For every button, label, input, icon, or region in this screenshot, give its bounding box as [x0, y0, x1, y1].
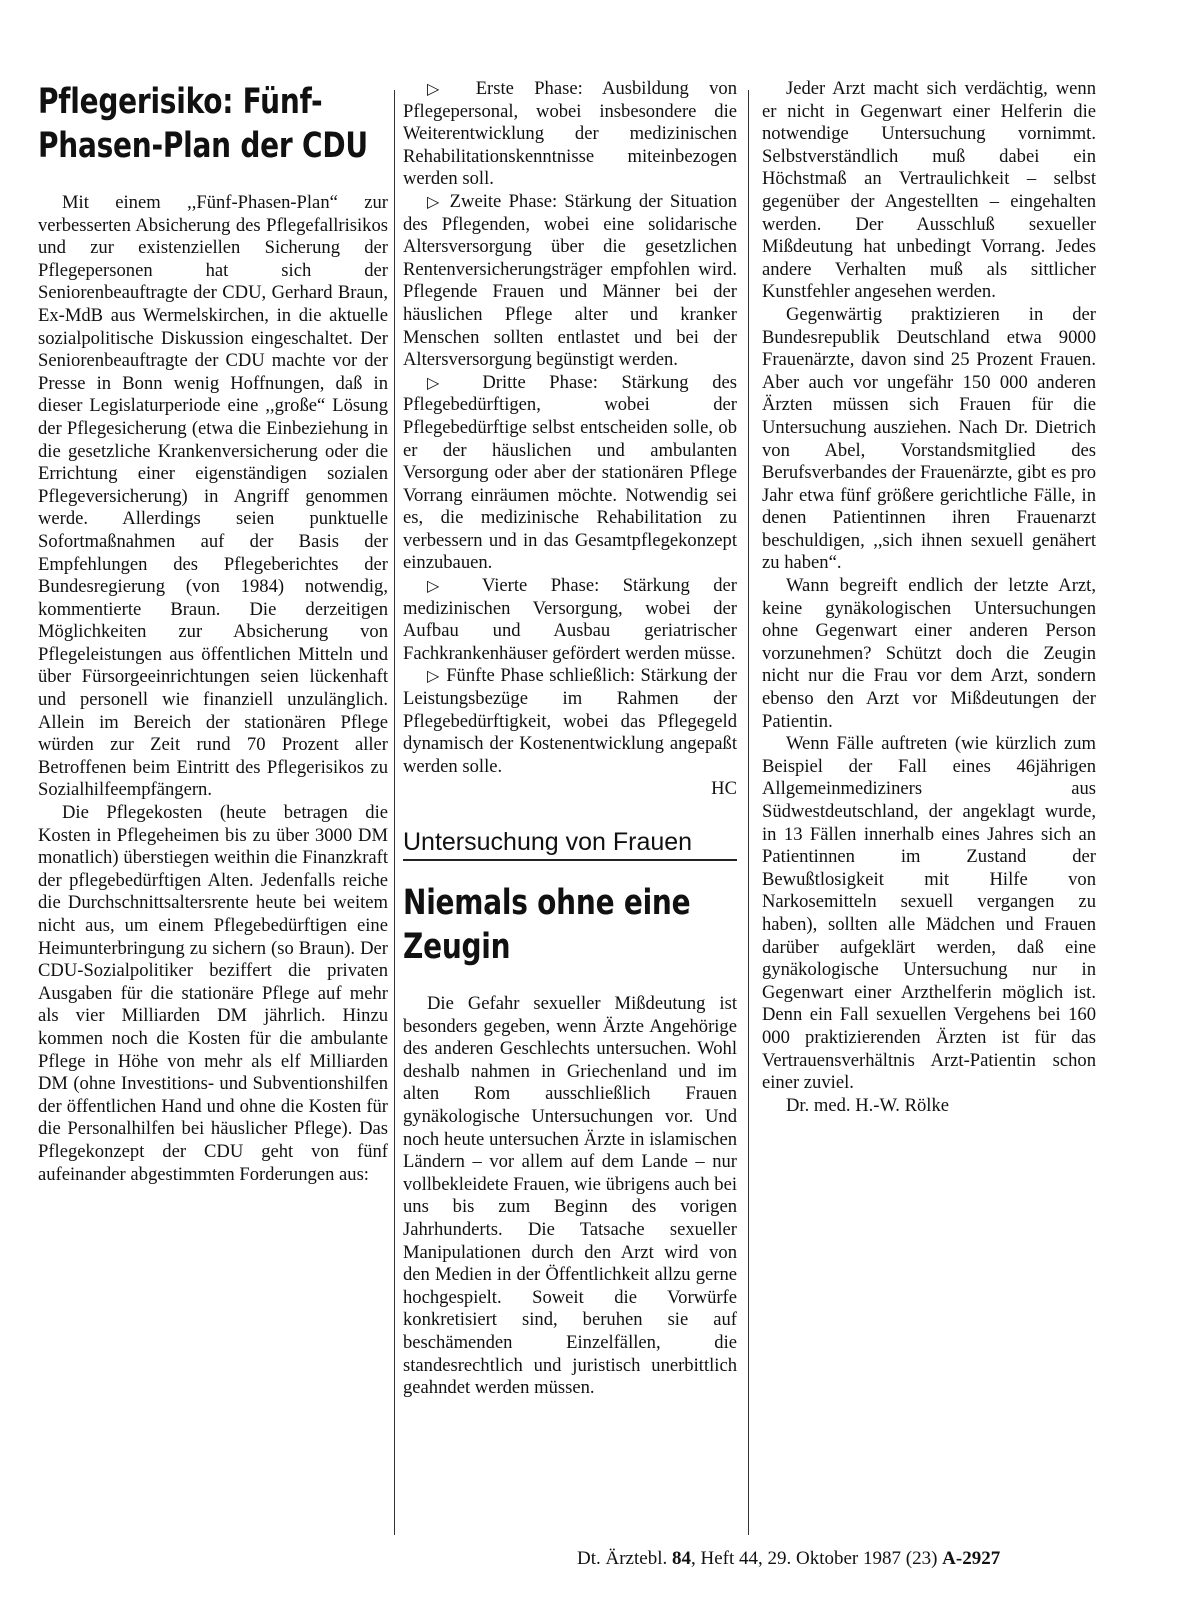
triangle-bullet-icon: ▷ [427, 666, 447, 686]
journal-name: Dt. Ärztebl. [577, 1548, 668, 1569]
page-number: A-2927 [942, 1548, 1001, 1569]
page-footer [577, 1548, 1000, 1570]
triangle-bullet-icon: ▷ [427, 576, 482, 596]
article-body [38, 192, 388, 1186]
column-rule [748, 90, 749, 1535]
article-paragraph: Jeder Arzt macht sich verdächtig, wenn er nicht in Gegenwart einer Helferin die notwendige Untersuchung vornimmt. Selbstverständlich muß dabei ein Höchstmaß an Vertraulichkeit – selbst gegenüber der Angestellten – eingehalten werden. Der Ausschluß sexueller Mißdeutung hat unbedingt Vorrang. Jedes andere Verhalten muß als sittlicher Kunstfehler angesehen werden. [762, 78, 1096, 303]
phase-item: ▷ Fünfte Phase schließlich: Stärkung der Leistungsbezüge im Rahmen der Pflegebedürftigkeit, wobei das Pflegegeld dynamisch der Kostenentwicklung angepaßt werden solle. [403, 665, 737, 777]
article-headline: Pflegerisiko: Fünf-Phasen-Plan der CDU [38, 82, 368, 166]
article-paragraph: Die Gefahr sexueller Mißdeutung ist besonders gegeben, wenn Ärzte Angehörige des anderen Geschlechts untersuchen. Wohl deshalb nahmen in Griechenland und im alten Rom ausschließlich Frauen gynäkologische Untersuchungen vor. Und noch heute untersuchen Ärzte in islamischen Ländern – vor allem auf dem Lande – nur vollbekleidete Frauen, wie übrigens auch bei uns bis zum Beginn des vorigen Jahrhunderts. Die Tatsache sexueller Manipulationen durch den Arzt wird von den Medien in der Öffentlichkeit allzu gerne hochgespielt. Soweit die Vorwürfe konkretisiert sind, beruhen sie auf beschämenden Einzelfällen, die standesrechtlich und juristisch unerbittlich geahndet werden müssen. [403, 993, 737, 1399]
article-author: Dr. med. H.-W. Rölke [786, 1094, 950, 1116]
phase-item: ▷ Vierte Phase: Stärkung der medizinischen Versorgung, wobei der Aufbau und Ausbau geriatrischer Fachkrankenhäuser gefördert werden müsse. [403, 575, 737, 664]
phase-item: ▷ Dritte Phase: Stärkung des Pflegebedürftigen, wobei der Pflegebedürftige selbst entscheiden solle, ob er der häuslichen und ambulanten Versorgung oder aber der stationären Pflege Vorrang einräumen möchte. Notwendig sei es, die medizinische Rehabilitation zu verbessern und in das Gesamtpflegekonzept einzubauen. [403, 371, 738, 574]
column-1 [38, 80, 388, 1186]
column-2 [403, 78, 737, 1400]
article-paragraph: Wann begreift endlich der letzte Arzt, keine gynäkologischen Untersuchungen ohne Gegenwart einer anderen Person vorzunehmen? Schützt doch die Zeugin nicht nur die Frau vor dem Arzt, sondern ebenso den Arzt vor Mißdeutungen der Patientin. [762, 575, 1096, 732]
issue-date: , Heft 44, 29. Oktober 1987 (23) [690, 1548, 938, 1569]
article-body [403, 993, 737, 1400]
column-rule [394, 90, 395, 1535]
triangle-bullet-icon: ▷ [427, 372, 483, 392]
volume-number: 84 [671, 1548, 691, 1569]
article-signature: HC [711, 778, 737, 800]
triangle-bullet-icon: ▷ [427, 79, 476, 98]
phase-list [403, 78, 737, 801]
phase-item: ▷ Zweite Phase: Stärkung der Situation des Pflegenden, wobei eine solidarische Altersversorgung über die gesetzlichen Rentenversicherungsträger empfohlen wird. Pflegende Frauen und Männer bei der häuslichen Pflege alter und kranker Menschen sollten entlastet und bei der Altersversorgung begünstigt werden. [403, 190, 738, 371]
article-headline: Niemals ohne eine Zeugin [403, 883, 691, 967]
article-paragraph: Gegenwärtig praktizieren in der Bundesrepublik Deutschland etwa 9000 Frauenärzte, davon sind 25 Prozent Frauen. Aber auch vor ungefähr 150 000 anderen Ärzten müssen sich Frauen für die Untersuchung ausziehen. Nach Dr. Dietrich von Abel, Vorstandsmitglied des Berufsverbandes der Frauenärzte, gibt es pro Jahr etwa fünf größere gerichtliche Fälle, in denen Patientinnen ihren Frauenarzt beschuldigen, ,,sich ihnen sexuell genähert zu haben“. [762, 303, 1096, 574]
article-kicker: Untersuchung von Frauen [403, 827, 737, 861]
triangle-bullet-icon: ▷ [427, 191, 450, 211]
column-3 [762, 78, 1096, 1117]
article-paragraph: Mit einem ,,Fünf-Phasen-Plan“ zur verbesserten Absicherung des Pflegefallrisikos und zur existenziellen Sicherung der Pflegepersonen hat sich der Seniorenbeauftragte der CDU, Gerhard Braun, Ex-MdB aus Wermelskirchen, in die aktuelle sozialpolitische Diskussion eingeschaltet. Der Seniorenbeauftragte der CDU machte vor der Presse in Bonn wenig Hoffnungen, daß in dieser Legislaturperiode eine ,,große“ Lösung der Pflegesicherung (etwa die Einbeziehung in die gesetzliche Krankenversicherung oder die Errichtung einer eigenständigen sozialen Pflegeversicherung) in Angriff genommen werde. Allerdings seien punktuelle Sofortmaßnahmen auf der Basis der Empfehlungen des Pflegeberichtes der Bundesregierung (von 1984) notwendig, kommentierte Braun. Die derzeitigen Möglichkeiten zur Absicherung von Pflegeleistungen aus öffentlichen Mitteln und über Fürsorgeeinrichtungen seien lückenhaft und personell wie finanziell unzulänglich. Allein im Bereich der stationären Pflege würden zur Zeit rund 70 Prozent aller Betroffenen beim Eintritt des Pflegerisikos zu Sozialhilfeempfängern. [38, 192, 388, 801]
article-paragraph: Die Pflegekosten (heute betragen die Kosten in Pflegeheimen bis zu über 3000 DM monatlich) überstiegen weithin die Finanzkraft der pflegebedürftigen Alten. Jedenfalls reiche die Durchschnittsaltersrente heute bei weitem nicht aus, um einem Pflegebedürftigen eine Heimunterbringung zu sichern (so Braun). Der CDU-Sozialpolitiker beziffert die privaten Ausgaben für die stationäre Pflege auf mehr als vier Milliarden DM jährlich. Hinzu kommen noch die Kosten für die ambulante Pflege in Höhe von mehr als elf Milliarden DM (ohne Investitions- und Subventionshilfen der öffentlichen Hand und ohne die Kosten für die Personalhilfen bei häuslicher Pflege). Das Pflegekonzept der CDU geht von fünf aufeinander abgestimmten Forderungen aus: [38, 802, 388, 1185]
phase-item: ▷ Erste Phase: Ausbildung von Pflegepersonal, wobei insbesondere die Weiterentwicklung der medizinischen Rehabilitationskenntnisse miteinbezogen werden soll. [403, 78, 737, 190]
article-paragraph: Wenn Fälle auftreten (wie kürzlich zum Beispiel der Fall eines 46jährigen Allgemeinmediziners aus Südwestdeutschland, der angeklagt wurde, in 13 Fällen innerhalb eines Jahres sich an Patientinnen im Zustand der Bewußtlosigkeit mit Hilfe von Narkosemitteln sexuell vergangen zu haben), sollten alle Mädchen und Frauen darüber aufgeklärt werden, daß eine gynäkologische Untersuchung nur in Gegenwart einer Arzthelferin möglich ist. Denn ein Fall sexuellen Vergehens bei 160 000 praktizierenden Ärzten ist für das Vertrauensverhältnis Arzt-Patientin schon einer zuviel. [762, 733, 1096, 1094]
article-body [762, 78, 1096, 1117]
